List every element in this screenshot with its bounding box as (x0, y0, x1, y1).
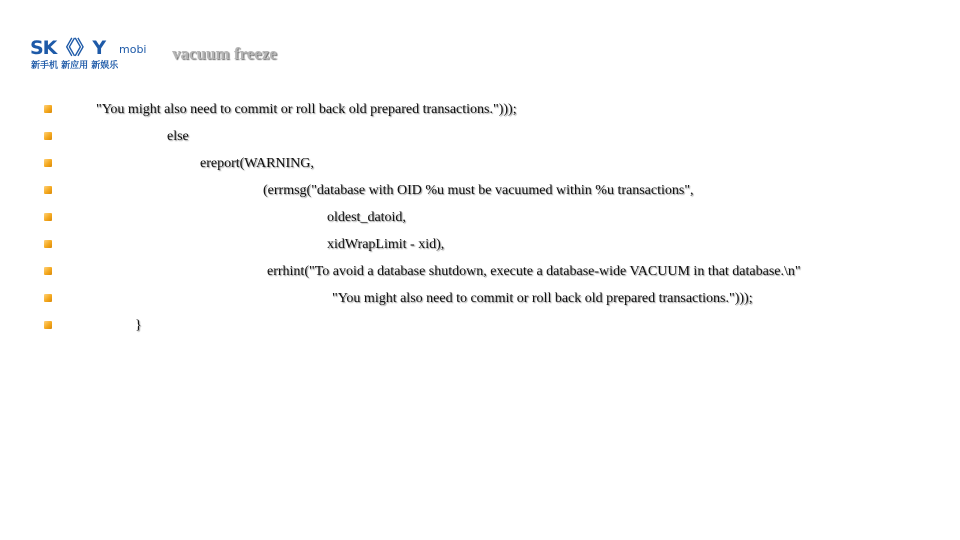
logo-mark: SK《》Y (30, 37, 106, 59)
bullet-icon (44, 105, 52, 113)
logo-slogan: 新手机 新应用 新娱乐 (31, 61, 119, 71)
list-item (0, 235, 960, 255)
bullet-icon (44, 321, 52, 329)
code-line-text: else (167, 129, 189, 144)
list-item (0, 100, 960, 120)
list-item (0, 289, 960, 309)
bullet-icon (44, 213, 52, 221)
code-line-text: ereport(WARNING, (200, 156, 314, 171)
code-line-text: xidWrapLimit - xid), (327, 237, 445, 252)
code-line-text: oldest_datoid, (327, 210, 406, 225)
bullet-icon (44, 240, 52, 248)
code-line-text: } (135, 318, 142, 333)
bullet-icon (44, 132, 52, 140)
code-line-text: "You might also need to commit or roll back old prepared transactions."))); (96, 102, 517, 117)
code-line-text: "You might also need to commit or roll back old prepared transactions."))); (332, 291, 753, 306)
list-item (0, 154, 960, 174)
list-item (0, 208, 960, 228)
code-line-text: (errmsg("database with OID %u must be vacuumed within %u transactions", (263, 183, 694, 198)
list-item (0, 127, 960, 147)
list-item (0, 316, 960, 336)
bullet-icon (44, 294, 52, 302)
logo-mobi-text: mobi (119, 43, 147, 56)
bullet-icon (44, 159, 52, 167)
slide-title: vacuum freeze (172, 44, 277, 63)
bullet-icon (44, 267, 52, 275)
code-line-text: errhint("To avoid a database shutdown, execute a database-wide VACUUM in that database.\n" (267, 264, 801, 279)
list-item (0, 262, 960, 282)
bullet-icon (44, 186, 52, 194)
list-item (0, 181, 960, 201)
